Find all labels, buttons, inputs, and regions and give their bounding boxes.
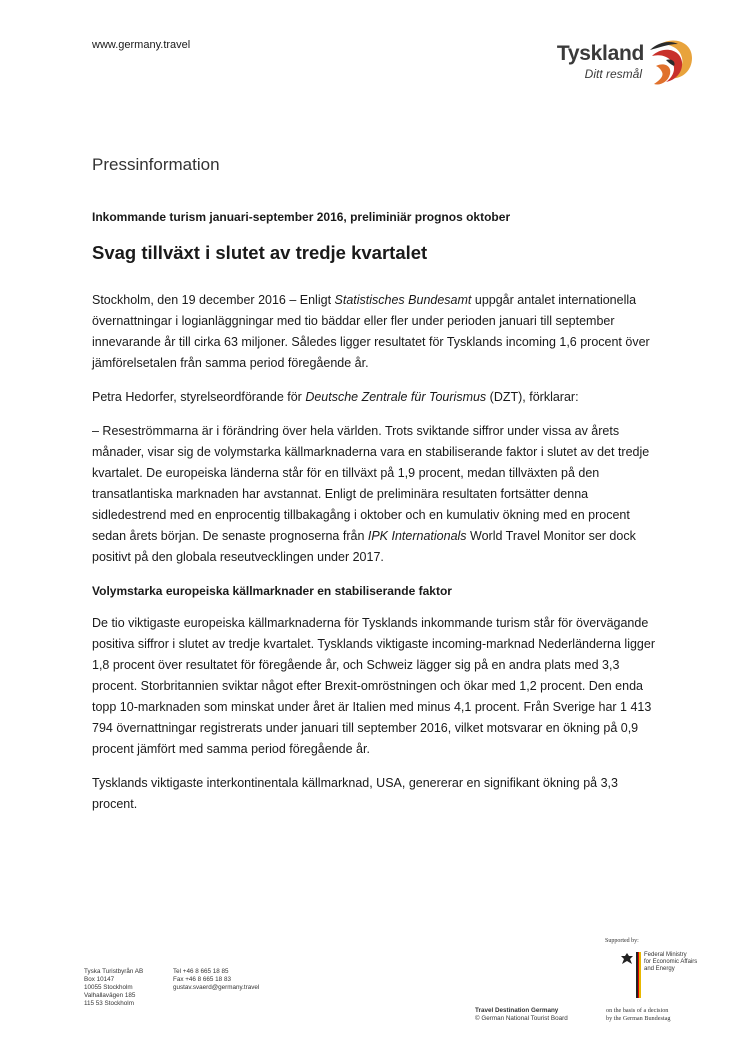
- footer-address: Tyska Turistbyrån AB Box 10147 10055 Stockholm Valhallavägen 185 115 53 Stockholm: [84, 968, 144, 1007]
- kicker: Inkommande turism januari-september 2016, preliminiär prognos oktober: [92, 210, 511, 224]
- ministry-logo: Federal Ministry for Economic Affairs and Energy: [620, 952, 710, 1000]
- tyskland-logo: [556, 36, 696, 92]
- site-url[interactable]: www.germany.travel: [92, 39, 191, 51]
- paragraph-intro: Stockholm, den 19 december 2016 – Enligt Statistisches Bundesamt uppgår antalet internationella övernattningar i logianläggningar med tio bäddar eller fler under perioden januari till september innevarande år till cirka 63 miljoner. Således ligger resultatet för Tysklands incoming 1,6 procent över jämförelsetalen från samma period föregående år.: [92, 293, 650, 370]
- supported-by-label: Supported by:: [605, 938, 639, 944]
- paragraph-european-markets: De tio viktigaste europeiska källmarknaderna för Tysklands inkommande turism står för övervägande positiva siffror i slutet av tredje kvartalet. Tysklands viktigaste incoming-marknad Nederländerna ligger 1,8 procent över resultatet för föregående år, och Schweiz lägger sig på en andra plats med 3,3 procent. Storbritannien sviktar något efter Brexit-omröstningen och ökar med 1,2 procent. Den enda topp 10-marknaden som minskat under året är Italien med minus 4,1 procent. Från Sverige har 1 413 794 övernattningar registrerats under januari till september 2016, vilket motsvarar en ökning på 0,9 procent jämfört med samma period föregående år.: [92, 616, 655, 756]
- bundestag-decision: on the basis of a decision by the German Bundestag: [606, 1007, 671, 1022]
- paragraph-quote-intro: Petra Hedorfer, styrelseordförande för Deutsche Zentrale für Tourismus (DZT), förklarar:: [92, 390, 579, 404]
- logo-title: Tyskland: [556, 42, 644, 65]
- footer-email[interactable]: gustav.svaerd@germany.travel: [173, 984, 260, 991]
- paragraph-quote: – Reseströmmarna är i förändring över hela världen. Trots sviktande siffror under vissa av årets månader, visar sig de volymstarka källmarknaderna vara en stabiliserande faktor i slutet av det tredje kvartalet. De europeiska länderna står för en tillväxt på 1,9 procent, medan tillväxten på den transatlantiska marknaden har avstannat. Enligt de preliminära resultaten fortsätter denna sidledestrend med en enprocentig tillbakagång i oktober och en kumulativ ökning med en procent sedan årets början. De senaste prognoserna från IPK Internationals World Travel Monitor ser dock positivt på den globala reseutvecklingen under 2017.: [92, 424, 650, 564]
- footer-contact: Tel +46 8 665 18 85 Fax +46 8 665 18 83 gustav.svaerd@germany.travel: [173, 968, 260, 991]
- article-body: [92, 290, 664, 828]
- logo-subtitle: Ditt resmål: [584, 67, 642, 81]
- headline: Svag tillväxt i slutet av tredje kvartalet: [92, 242, 428, 263]
- federal-eagle-icon: [620, 952, 634, 968]
- paragraph-usa: Tysklands viktigaste interkontinentala källmarknad, USA, genererar en signifikant ökning på 3,3 procent.: [92, 776, 618, 811]
- tdg-credit: Travel Destination Germany © German National Tourist Board: [475, 1007, 568, 1022]
- swallow-logo-icon: [646, 36, 696, 90]
- press-label: Pressinformation: [92, 155, 220, 174]
- subheading: Volymstarka europeiska källmarknader en stabiliserande faktor: [92, 584, 452, 598]
